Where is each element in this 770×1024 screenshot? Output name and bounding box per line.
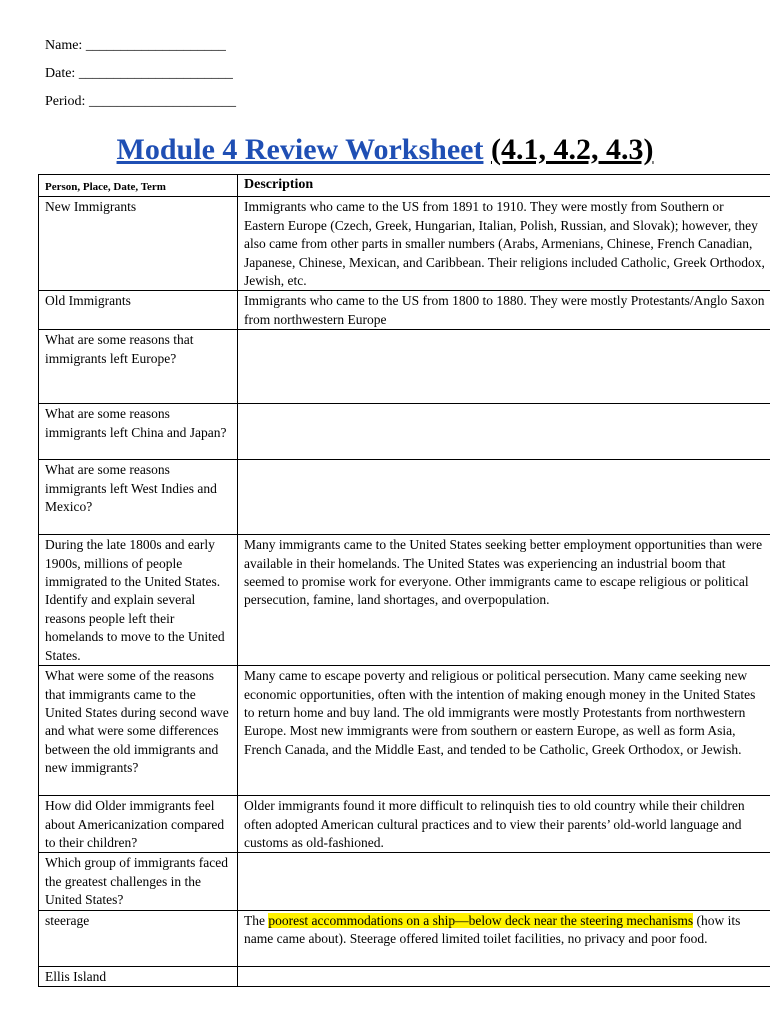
term-cell: What are some reasons that immigrants left Europe? — [39, 330, 238, 404]
period-field-label: Period: _____________________ — [45, 94, 236, 109]
table-row — [39, 966, 770, 986]
term-cell: Old Immigrants — [39, 291, 238, 330]
worksheet-title — [0, 132, 770, 168]
description-cell: Immigrants who came to the US from 1800 to 1880. They were mostly Protestants/Anglo Saxon from northwestern Europe — [238, 291, 770, 330]
table-row — [39, 535, 770, 666]
table-row — [39, 796, 770, 853]
term-cell: During the late 1800s and early 1900s, millions of people immigrated to the United States. Identify and explain several reasons people left their homelands to move to the United States. — [39, 535, 238, 666]
description-cell — [238, 910, 770, 966]
description-cell[interactable] — [238, 853, 770, 910]
description-cell: Immigrants who came to the US from 1891 to 1910. They were mostly from Southern or Eastern Europe (Czech, Greek, Hungarian, Italian, Polish, Russian, and Slovak); however, they also came from other parts in smaller numbers (Arabs, Armenians, Chinese, French Canadian, Japanese, Chinese, Mexican, and Caribbean. Their religions included Catholic, Greek Orthodox, Jewish, etc. — [238, 197, 770, 291]
description-cell[interactable] — [238, 404, 770, 460]
table-row — [39, 853, 770, 910]
term-cell: New Immigrants — [39, 197, 238, 291]
term-cell: What were some of the reasons that immigrants came to the United States during second wave and what were some differences between the old immigrants and new immigrants? — [39, 666, 238, 796]
description-cell[interactable] — [238, 460, 770, 535]
table-row — [39, 330, 770, 404]
table-row — [39, 197, 770, 291]
term-cell: Ellis Island — [39, 966, 238, 986]
highlighted-text: poorest accommodations on a ship—below deck near the steering mechanisms — [268, 912, 694, 928]
table-header-row — [39, 175, 770, 197]
description-text: (how its name came about). Steerage offered limited toilet facilities, no privacy and poor food. — [244, 912, 741, 946]
date-field-label: Date: ______________________ — [45, 66, 233, 81]
name-field-label: Name: ____________________ — [45, 38, 226, 53]
description-cell[interactable] — [238, 330, 770, 404]
table-row — [39, 404, 770, 460]
description-cell: Older immigrants found it more difficult to relinquish ties to old country while their children often adopted American cultural practices and to view their parents’ old-world language and customs as old-fashioned. — [238, 796, 770, 853]
term-cell: Which group of immigrants faced the greatest challenges in the United States? — [39, 853, 238, 910]
term-cell: What are some reasons immigrants left West Indies and Mexico? — [39, 460, 238, 535]
review-table — [38, 174, 770, 987]
description-cell: Many immigrants came to the United States seeking better employment opportunities than were available in their homelands. The United States was experiencing an industrial boom that seemed to promise work for everyone. Other immigrants came to escape religious or political persecution, famine, land shortages, and overpopulation. — [238, 535, 770, 666]
column-header-description: Description — [238, 175, 770, 197]
term-cell: steerage — [39, 910, 238, 966]
description-text: The — [244, 912, 269, 928]
table-row — [39, 910, 770, 966]
column-header-term: Person, Place, Date, Term — [39, 175, 238, 197]
term-cell: What are some reasons immigrants left China and Japan? — [39, 404, 238, 460]
description-cell[interactable] — [238, 966, 770, 986]
term-cell: How did Older immigrants feel about Americanization compared to their children? — [39, 796, 238, 853]
worksheet-title-main: Module 4 Review Worksheet — [116, 133, 484, 166]
worksheet-title-sections: (4.1, 4.2, 4.3) — [490, 133, 654, 166]
table-row — [39, 666, 770, 796]
table-row — [39, 291, 770, 330]
description-cell: Many came to escape poverty and religious or political persecution. Many came seeking new economic opportunities, often with the intention of making enough money in the United States to return home and buy land. The old immigrants were mostly Protestants from northwestern Europe. Most new immigrants were from southern or eastern Europe, as well as form Asia, French Canada, and the Middle East, and tended to be Catholic, Greek Orthodox, or Jewish. — [238, 666, 770, 796]
table-row — [39, 460, 770, 535]
